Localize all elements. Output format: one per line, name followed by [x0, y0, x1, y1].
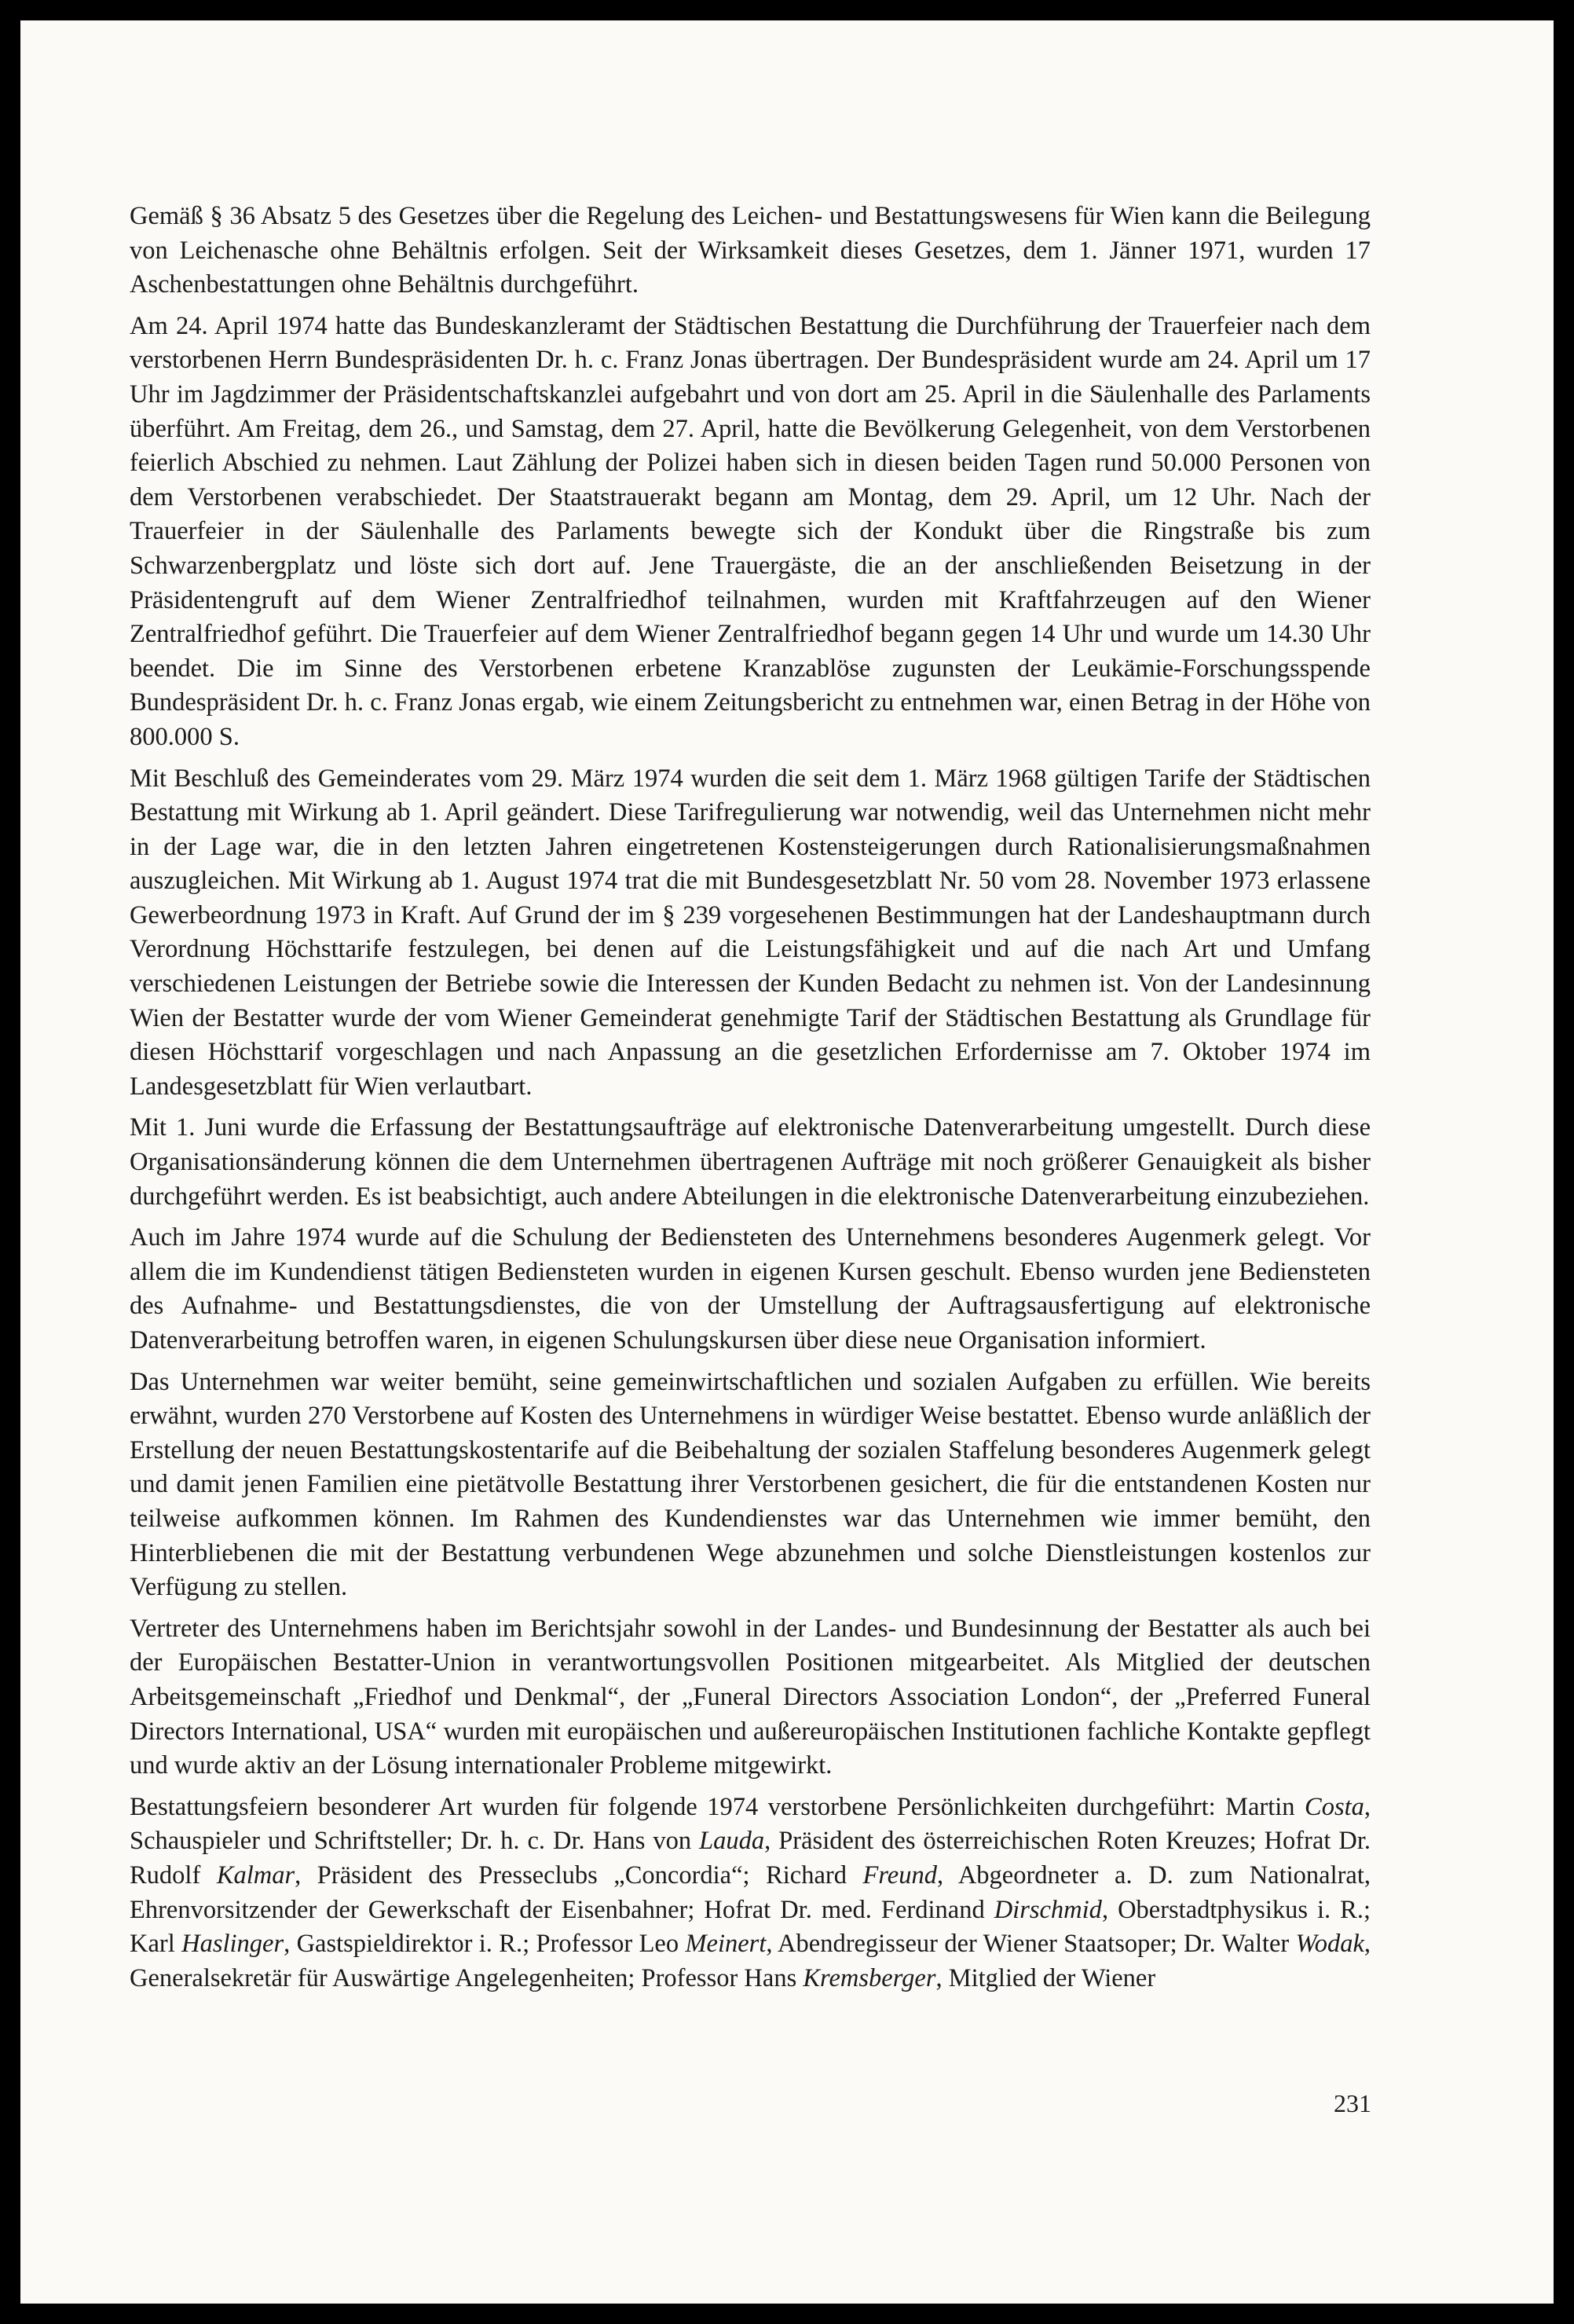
italic-name: Costa — [1305, 1792, 1364, 1821]
page-number: 231 — [1334, 2089, 1371, 2117]
text-run: Mit 1. Juni wurde die Erfassung der Bestattungsaufträge auf elektronische Datenverarbeitung umgestellt. Durch diese Organisationsänderung können die dem Unternehmen übertragenen Aufträge mit noch größerer Genauigkeit als bisher durchgeführt werden. Es ist beabsichtigt, auch andere Abteilungen in die elektronische Datenverarbeitung einzubeziehen. — [130, 1113, 1371, 1211]
text-run: , Abgeordneter a. D. zum Nationalrat, Ehrenvorsitzender der Gewerkschaft der Eisenbahner; Hofrat Dr. med. Ferdinand — [130, 1860, 1371, 1924]
text-run: , Generalsekretär für Auswärtige Angelegenheiten; Professor Hans — [130, 1930, 1371, 1992]
body-text — [130, 200, 1371, 2003]
text-run: Auch im Jahre 1974 wurde auf die Schulung der Bediensteten des Unternehmens besonderes Augenmerk gelegt. Vor allem die im Kundendienst tätigen Bediensteten wurden in eigenen Kursen geschult. Ebenso wurden jene Bediensteten des Aufnahme- und Bestattungsdienstes, die von der Umstellung der Auftragsausfertigung auf elektronische Datenverarbeitung betroffen waren, in eigenen Schulungskursen über diese neue Organisation informiert. — [130, 1223, 1371, 1354]
italic-name: Dirschmid — [994, 1895, 1102, 1924]
text-run: Vertreter des Unternehmens haben im Berichtsjahr sowohl in der Landes- und Bundesinnung der Bestatter als auch bei der Europäischen Bestatter-Union in verantwortungsvollen Positionen mitgearbeitet. Als Mitglied der deutschen Arbeitsgemeinschaft „Friedhof und Denkmal“, der „Funeral Directors Association London“, der „Preferred Funeral Directors International, USA“ wurden mit europäischen und außereuropäischen Institutionen fachliche Kontakte gepflegt und wurde aktiv an der Lösung internationaler Probleme mitgewirkt. — [130, 1614, 1371, 1780]
paragraph — [130, 1612, 1371, 1783]
paragraph — [130, 1791, 1371, 1996]
text-run: , Präsident des Presseclubs „Concordia“; Richard — [295, 1860, 863, 1890]
italic-name: Wodak — [1295, 1930, 1364, 1959]
text-run: , Präsident des österreichischen Roten Kreuzes; Hofrat Dr. Rudolf — [130, 1827, 1371, 1890]
text-run: , Abendregisseur der Wiener Staatsoper; Dr. Walter — [766, 1930, 1296, 1959]
text-run: , Oberstadtphysikus i. R.; Karl — [130, 1895, 1371, 1959]
text-run: Am 24. April 1974 hatte das Bundeskanzleramt der Städtischen Bestattung die Durchführung der Trauerfeier nach dem verstorbenen Herrn Bundespräsidenten Dr. h. c. Franz Jonas übertragen. Der Bundespräsident wurde am 24. April um 17 Uhr im Jagdzimmer der Präsidentschaftskanzlei aufgebahrt und von dort am 25. April in die Säulenhalle des Parlaments überführt. Am Freitag, dem 26., und Samstag, dem 27. April, hatte die Bevölkerung Gelegenheit, von dem Verstorbenen feierlich Abschied zu nehmen. Laut Zählung der Polizei haben sich in diesen beiden Tagen rund 50.000 Personen von dem Verstorbenen verabschiedet. Der Staatstrauerakt begann am Montag, dem 29. April, um 12 Uhr. Nach der Trauerfeier in der Säulenhalle des Parlaments bewegte sich der Kondukt über die Ringstraße bis zum Schwarzenbergplatz und löste sich dort auf. Jene Trauergäste, die an der anschließenden Beisetzung in der Präsidentengruft auf dem Wiener Zentralfriedhof teilnahmen, wurden mit Kraftfahrzeugen auf den Wiener Zentralfriedhof geführt. Die Trauerfeier auf dem Wiener Zentralfriedhof begann gegen 14 Uhr und wurde um 14.30 Uhr beendet. Die im Sinne des Verstorbenen erbetene Kranzablöse zugunsten der Leukämie-Forschungsspende Bundespräsident Dr. h. c. Franz Jonas ergab, wie einem Zeitungsbericht zu entnehmen war, einen Betrag in der Höhe von 800.000 S. — [130, 311, 1371, 751]
text-run: Gemäß § 36 Absatz 5 des Gesetzes über die Regelung des Leichen- und Bestattungswesens für Wien kann die Beilegung von Leichenasche ohne Behältnis erfolgen. Seit der Wirksamkeit dieses Gesetzes, dem 1. Jänner 1971, wurden 17 Aschenbestattungen ohne Behältnis durchgeführt. — [130, 202, 1371, 299]
italic-name: Kalmar — [216, 1860, 295, 1890]
italic-name: Meinert — [685, 1930, 767, 1959]
paragraph — [130, 1365, 1371, 1605]
document-page — [20, 20, 1554, 2304]
text-run: , Gastspieldirektor i. R.; Professor Leo — [284, 1930, 686, 1959]
italic-name: Kremsberger — [803, 1963, 936, 1992]
text-run: , Mitglied der Wiener — [935, 1963, 1156, 1992]
paragraph — [130, 762, 1371, 1105]
paragraph — [130, 200, 1371, 302]
text-run: Mit Beschluß des Gemeinderates vom 29. März 1974 wurden die seit dem 1. März 1968 gültigen Tarife der Städtischen Bestattung mit Wirkung ab 1. April geändert. Diese Tarifregulierung war notwendig, weil das Unternehmen nicht mehr in der Lage war, die in den letzten Jahren eingetretenen Kostensteigerungen durch Rationalisierungsmaßnahmen auszugleichen. Mit Wirkung ab 1. August 1974 trat die mit Bundesgesetzblatt Nr. 50 vom 28. November 1973 erlassene Gewerbeordnung 1973 in Kraft. Auf Grund der im § 239 vorgesehenen Bestimmungen hat der Landeshauptmann durch Verordnung Höchsttarife festzulegen, bei denen auf die Leistungsfähigkeit und auf die nach Art und Umfang verschiedenen Leistungen der Betriebe sowie die Interessen der Kunden Bedacht zu nehmen ist. Von der Landesinnung Wien der Bestatter wurde der vom Wiener Gemeinderat genehmigte Tarif der Städtischen Bestattung als Grundlage für diesen Höchsttarif vorgeschlagen und nach Anpassung an die gesetzlichen Erfordernisse am 7. Oktober 1974 im Landesgesetzblatt für Wien verlautbart. — [130, 764, 1371, 1101]
italic-name: Freund — [862, 1860, 937, 1890]
text-run: Bestattungsfeiern besonderer Art wurden für folgende 1974 verstorbene Persönlichkeiten durchgeführt: Martin — [130, 1792, 1305, 1821]
paragraph — [130, 1221, 1371, 1358]
paragraph — [130, 1111, 1371, 1214]
text-run: , Schauspieler und Schriftsteller; Dr. h. c. Dr. Hans von — [130, 1792, 1371, 1856]
text-run: Das Unternehmen war weiter bemüht, seine gemeinwirtschaftlichen und sozialen Aufgaben zu erfüllen. Wie bereits erwähnt, wurden 270 Verstorbene auf Kosten des Unternehmens in würdiger Weise bestattet. Ebenso wurde anläßlich der Erstellung der neuen Bestattungskostentarife auf die Beibehaltung der sozialen Staffelung besonderes Augenmerk gelegt und damit jenen Familien eine pietätvolle Bestattung ihrer Verstorbenen gesichert, die für die entstandenen Kosten nur teilweise aufkommen können. Im Rahmen des Kundendienstes war das Unternehmen wie immer bemüht, den Hinterbliebenen die mit der Bestattung verbundenen Wege abzunehmen und solche Dienstleistungen kostenlos zur Verfügung zu stellen. — [130, 1367, 1371, 1602]
italic-name: Lauda — [699, 1827, 765, 1856]
italic-name: Haslinger — [181, 1930, 284, 1959]
paragraph — [130, 310, 1371, 755]
